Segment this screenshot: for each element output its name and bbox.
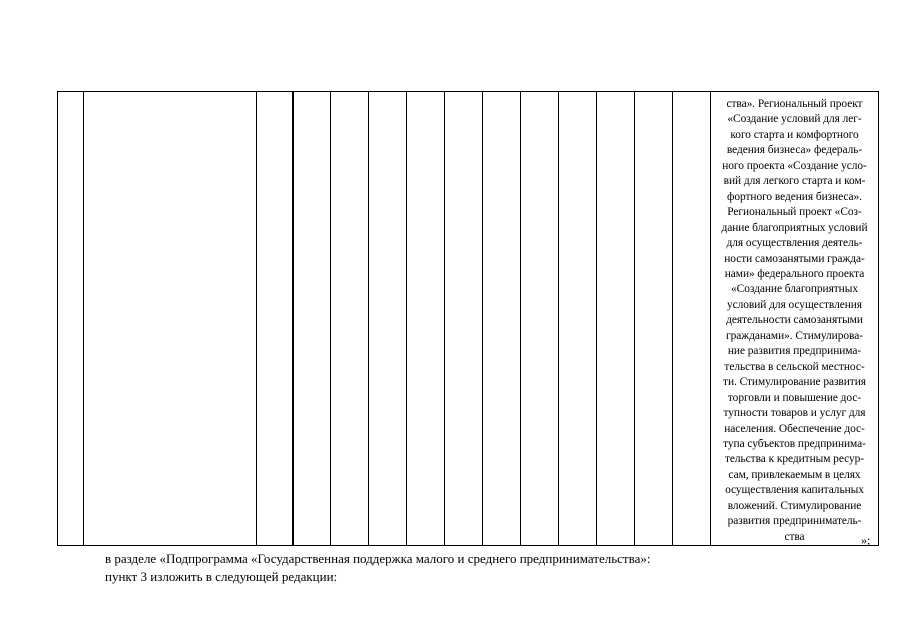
description-line: тупности товаров и услуг для xyxy=(723,407,866,420)
table-cell-description xyxy=(711,92,879,546)
description-line: ние развития предпринима- xyxy=(727,345,862,358)
table-cell-4 xyxy=(293,92,331,546)
table-cell-3 xyxy=(257,92,293,546)
table-cell-6 xyxy=(369,92,407,546)
description-line: кого старта и комфортного xyxy=(730,128,859,141)
description-line: населения. Обеспечение дос- xyxy=(724,422,865,435)
description-line: Региональный проект «Соз- xyxy=(727,206,862,219)
description-line: вложений. Стимулирование xyxy=(727,499,862,512)
description-line: ности самозанятыми гражда- xyxy=(724,252,865,265)
table-cell-8 xyxy=(445,92,483,546)
table-cell-7 xyxy=(407,92,445,546)
table-cell-number xyxy=(58,92,84,546)
table-cell-14 xyxy=(673,92,711,546)
program-table xyxy=(57,91,879,546)
description-line: гражданами». Стимулирова- xyxy=(726,329,863,342)
table-cell-5 xyxy=(331,92,369,546)
description-text xyxy=(711,92,878,545)
table-cell-13 xyxy=(635,92,673,546)
paragraph-point-instruction: пункт 3 изложить в следующей редакции: xyxy=(105,569,338,584)
table-cell-11 xyxy=(559,92,597,546)
description-line: развития предприниматель- xyxy=(727,515,862,528)
description-line: торговли и повышение дос- xyxy=(727,391,862,404)
description-line: условий для осуществления xyxy=(727,298,862,311)
description-line: дание благоприятных условий xyxy=(721,221,868,234)
description-line: ства xyxy=(784,530,805,543)
table-cell-name xyxy=(84,92,257,546)
description-line: деятельности самозанятыми xyxy=(726,314,863,327)
description-line: ства». Региональный проект xyxy=(726,98,863,110)
description-line: тельства в сельской местнос- xyxy=(724,360,865,373)
description-line: сам, привлекаемым в целях xyxy=(728,468,861,481)
closing-quote-mark: »; xyxy=(861,533,871,547)
description-line: фортного ведения бизнеса». xyxy=(727,190,862,203)
description-line: нами» федерального проекта xyxy=(724,267,865,280)
description-line: осуществления капитальных xyxy=(725,484,864,497)
description-line: вий для легкого старта и ком- xyxy=(723,175,866,188)
table-cell-9 xyxy=(483,92,521,546)
table-cell-10 xyxy=(521,92,559,546)
description-line: ведения бизнеса» федераль- xyxy=(726,144,863,157)
description-line: «Создание благоприятных xyxy=(731,283,858,296)
description-line: ного проекта «Создание усло- xyxy=(722,159,867,172)
table-cell-12 xyxy=(597,92,635,546)
paragraph-section-reference: в разделе «Подпрограмма «Государственная поддержка малого и среднего предпринимательства»: xyxy=(105,551,651,566)
table-row xyxy=(58,92,879,546)
description-line: для осуществления деятель- xyxy=(726,237,863,250)
description-line: «Создание условий для лег- xyxy=(727,113,862,126)
description-line: тупа субъектов предпринима- xyxy=(723,437,866,450)
description-line: тельства к кредитным ресур- xyxy=(724,453,865,466)
description-line: ти. Стимулирование развития xyxy=(723,376,866,389)
